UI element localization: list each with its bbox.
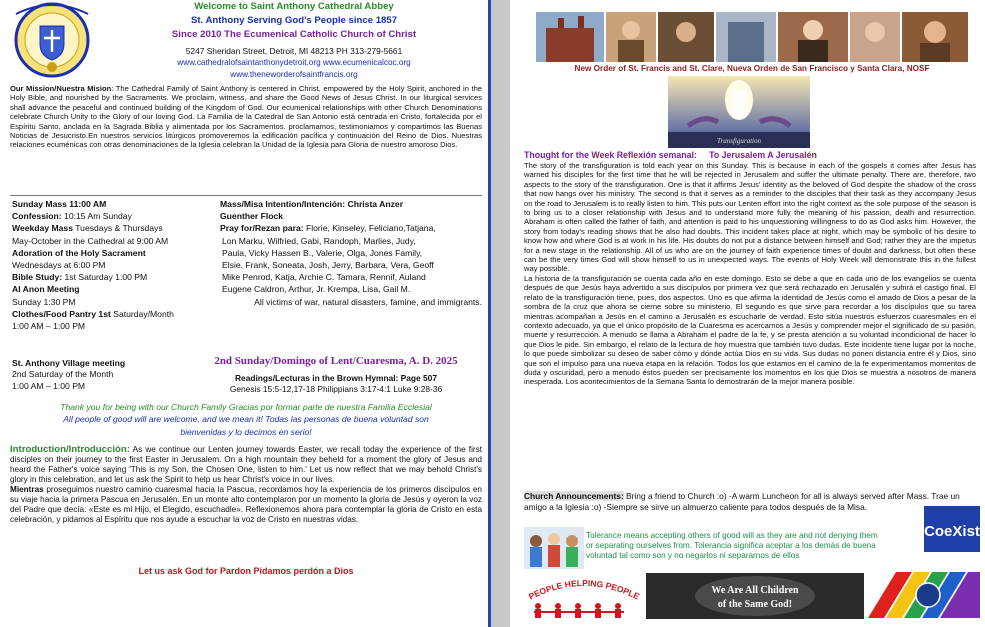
serving-heading: St. Anthony Serving God's People since 1857 [190, 15, 398, 26]
liturgical-sunday-title: 2nd Sunday/Domingo of Lent/Cuaresma, A. D. 2025 [214, 355, 458, 367]
intro-spanish: Mientras proseguimos nuestro camino cuaresmal hacia la Pascua, recordamos hoy la experiencia de los primeros discípulos en su viaje hacia la primera Pascua en Jerusalén. En un monte alto contemplaron por un momento la gloria de Jesús y oyeron la voz del Padre que decía: «Este es mi Hijo, el Elegido, escuchadle». Reflexionemos ahora para contemplar la gloria de Cristo en esta celebración, y pidamos al Espíritu que nos ayude a escuchar la voz de Cristo en nuestras vidas. [10, 485, 482, 524]
church-announcements [524, 491, 972, 513]
thought-topic: To Jerusalem A Jerusalén [709, 150, 817, 160]
prayer-list-line: Lon Marku, Wilfried, Gabi, Randoph, Marlies, Judy, [222, 235, 416, 246]
alanon-time: Sunday 1:30 PM [12, 296, 76, 307]
annc-text: Bring a friend to Church :o) -A warm Luncheon for all is always served after Mass. Trae un amigo a la Iglesia :o) -Siempre se sirve un almuerzo caliente para todos después de la Misa. [524, 491, 960, 512]
coexist-logo-text: CoeXist [924, 523, 980, 540]
mass-intention: Mass/Misa Intention/Intención: Christa Anzer [220, 199, 404, 209]
thought-label: Thought for the Week Reflexión semanal: [524, 150, 697, 160]
mission-label: Our Mission/Nuestra Mision [10, 84, 112, 93]
mission-text: : The Cathedral Family of Saint Anthony is centered in Christ, empowered by the Holy Spirit, anchored in the Holy Bible, and nourished by the Sacraments. We proclaim, witness, and share the Good News of Jesus Christ. In our liturgical services shall advance the peaceful and continued building of the Kingdom of God. Our ecumenical relationships with other Church Denominations celebrate Church Unity to the Glory of our loving God. La Familia de la Catedral de San Antonio está centrada en Cristo, fortalecida por el Espíritu Santo, anclada en la Sagrada Biblia y alimentada por los Sacramentos. proclamamos, testimoniamos y compartimos las Buenas Noticias de Jesucristo.En nuestros servicios litúrgicos promoveremos la edificación pacífica y continuación del Reino de Dios. Nuestras relaciones ecuménicas con otras denominaciones de la Iglesia celebran la Unidad de la Iglesia para Gloria de nuestro amoroso Dios. [10, 84, 483, 150]
right-page [510, 0, 985, 627]
readings-title: Readings/Lecturas in the Brown Hymnal: Page 507 [235, 373, 437, 383]
prayer-list-line: Mike Penrod, Katja, Archie C. Tamara, Rennif, Auland [222, 272, 426, 283]
intro-label: Introduction/Introducción: [10, 444, 130, 455]
thought-english: The story of the transfiguration is told each year on this Sunday. This is because in each of the gospels it comes after Jesus has warned his disciples for the first time that he will be rejected in Jerusalem and suffer the ultimate penalty. There are, therefore, two aspects to the story of the transfiguration. One is that it affirms Jesus' identity as the beloved of God despite the shadow of the cross that now hangs over his ministry. The second is that it serves as a reminder to the disciples that their task as they accompany Jesus on the road to Jerusalem is to really listen to him. This puts our Lenten effort into the right context as the sole purpose of the season is to bring us to a closer relationship with Jesus and to understand more fully the meaning of his passion, death and resurrection. Abraham is often called the father of faith, and attention is paid to his unquestioning willingness to do as God asks him. However, the story from today's reading shows that he also had doubts. This incident takes place at night, which may be symbolic of his desire to know how and where God is at work in his life. His doubts do not put a distance between himself and God; rather they are the impetus for a new stage in the relationship. All of us who are on the journey of faith experience times of doubt and darkness, but often these can be the very times God will show himself to us in unexpected ways. The events of Holy Week will demonstrate this in the fullest way possible. [524, 161, 976, 274]
thank-you-note [10, 401, 482, 438]
abbey-seal-icon [2, 0, 102, 78]
tolerance-children-icon [524, 527, 584, 569]
hands-globe-banner-icon [868, 572, 980, 618]
prayer-list-first: Pray for/Rezan para: Florie, Kinseley, Feliciano,Tatjana, [220, 223, 436, 234]
mission-statement [10, 84, 482, 150]
website-link-nosf[interactable]: www.theneworderofsaintfrancis.org [230, 70, 358, 79]
mass-intention-name: Guenther Flock [220, 211, 284, 222]
weekday-mass-line: Weekday Mass Tuesdays & Thursdays [12, 223, 163, 234]
nosf-caption: New Order of St. Francis and St. Clare, Nueva Orden de San Francisco y Santa Clara, NOSF [574, 64, 930, 73]
thought-text [524, 161, 976, 387]
thought-spanish: La historia de la transfiguración se cuenta cada año en este domingo. Esto se debe a que en cada uno de los evangelios se cuenta después de que Jesús haya advertido a sus discípulos por primera vez que será rechazado en Jerusalén y sufrirá el castigo final. El relato de la transfiguración tiene, pues, dos aspectos. Uno es que afirma la identidad de Jesús como el amado de Dios a pesar de la sombra de la cruz que ahora se cierne sobre su ministerio. El segundo es que sirve para recordar a los discípulos que su tarea mientras acompañan a Jesús en el camino a Jerusalén es escucharle de verdad. Esto sitúa nuestros esfuerzos cuaresmales en el contexto adecuado, ya que el único propósito de la Cuaresma es acercarnos a Jesús y comprender mejor el significado de su pasión, muerte y resurrección. A menudo se llama a Abraham el padre de la fe, y se presta atención a su voluntad incondicional de hacer lo que Dios le pide. Sin embargo, el relato de la lectura de hoy muestra que también tuvo dudas. Este incidente tiene lugar por la noche, lo que puede simbolizar su deseo de saber cómo y dónde actúa Dios en su vida. Sus dudas no ponen distancia entre él y Dios, sino que son el impulso para una nueva etapa en la relación. Todos los que estamos en el camino de la fe experimentamos momentos de duda y oscuridad, pero a menudo éstos pueden ser precisamente los momentos en los que Dios se muestra a nosotros de manera inesperada. Los acontecimientos de la Semana Santa lo demostrarán de la mejor manera posible. [524, 273, 976, 387]
prayer-list-line: Eugene Caldron, Arthur, Jr. Krempa, Lisa, Gail M. [222, 284, 411, 295]
adoration-time: Wednesdays at 6:00 PM [12, 260, 106, 271]
readings [190, 373, 482, 395]
welcome-all-line: All people of good will are welcome, and we mean it! Todas las personas de buena voluntad son [63, 414, 429, 425]
village-time: 1:00 AM – 1:00 PM [12, 380, 86, 391]
schedule-column-right [220, 198, 482, 308]
website-links[interactable]: www.cathedralofsaintanthonydetroit.org www.ecumenicalcoc.org [177, 58, 411, 67]
tolerance-text: Tolerance means accepting others of good will as they are and not denying them or separating ourselves from. Tolerancia significa aceptar a los demás de buena voluntad tal como son y no negarlos ni separarnos de ellos [586, 531, 878, 560]
thanks-line: Thank you for being with our Church Family Gracias por formar parte de nuestra Familia Ecclesial [60, 402, 432, 412]
schedule-column-left [12, 198, 220, 332]
alanon-heading: Al Anon Meeting [12, 284, 80, 295]
divider [10, 195, 482, 196]
pantry-time: 1:00 AM – 1:00 PM [12, 321, 86, 332]
painting-caption: Transfiguration [717, 137, 761, 145]
people-helping-people-text: PEOPLE HELPING PEOPLE [526, 577, 642, 602]
village-title: St. Anthony Village meeting [12, 358, 126, 368]
sunday-mass-time: Sunday Mass 11:00 AM [12, 199, 107, 209]
transfiguration-painting-icon [668, 76, 810, 148]
svg-text:of the Same God!: of the Same God! [717, 599, 793, 610]
pantry-line: Clothes/Food Pantry 1st Saturday/Month [12, 308, 174, 319]
intro-english: Introduction/Introducción: As we continue our Lenten journey towards Easter, we recall today the experience of the first disciples on their journey to the first Easter in Jerusalem. On a high mountain they beheld for a moment the glory of Jesus and heard the Father's voice saying 'This is my Son, the Chosen One, listen to him.' Let us now reflect that we may behold Christ's glory in this celebration, and let us ask the Spirit to help us hear Christ's voice in our lives. [10, 444, 482, 484]
svg-text:We Are All Children: We Are All Children [711, 585, 799, 596]
welcome-all-line-2: bienvenidas y lo decimos en serio! [180, 426, 312, 437]
adoration-heading: Adoration of the Holy Sacrament [12, 247, 146, 258]
bible-study-line: Bible Study: 1st Saturday 1:00 PM [12, 272, 148, 283]
prayer-list-line: Elsie, Frank, Soneata, Josh, Jerry, Barbara, Vera, Geoff [222, 260, 434, 271]
welcome-heading: Welcome to Saint Anthony Cathedral Abbey [194, 1, 394, 12]
annc-label: Church Announcements: [524, 491, 624, 501]
coexist-logo-icon [924, 506, 980, 552]
thought-title [524, 150, 980, 160]
village-meeting [12, 358, 212, 392]
prayer-list-line: Paula, Vicky Hassen B., Valerie, Olga, Jones Family, [222, 247, 423, 258]
people-helping-people-banner-icon [524, 573, 644, 619]
address: 5247 Sheridan Street, Detroit, MI 48213 PH 313-279-5661 [185, 46, 403, 56]
pardon-line: Let us ask God for Pardon Pidamos perdón a Dios [138, 566, 354, 576]
left-page [0, 0, 491, 627]
ecumenical-heading: Since 2010 The Ecumenical Catholic Church of Christ [171, 29, 417, 40]
weekday-mass-note: May-October in the Cathedral at 9:00 AM [12, 235, 169, 246]
introduction [10, 445, 482, 525]
confession-line: Confession: 10:15 Am Sunday [12, 211, 132, 222]
children-of-god-banner-icon [646, 573, 864, 619]
village-when: 2nd Saturday of the Month [12, 369, 114, 380]
readings-texts: Genesis 15:5-12,17-18 Philippians 3:17-4:1 Luke 9:28-36 [229, 384, 443, 394]
saints-photo-strip-icon [536, 12, 968, 62]
prayer-list-line: All victims of war, natural disasters, famine, and immigrants. [254, 296, 482, 307]
